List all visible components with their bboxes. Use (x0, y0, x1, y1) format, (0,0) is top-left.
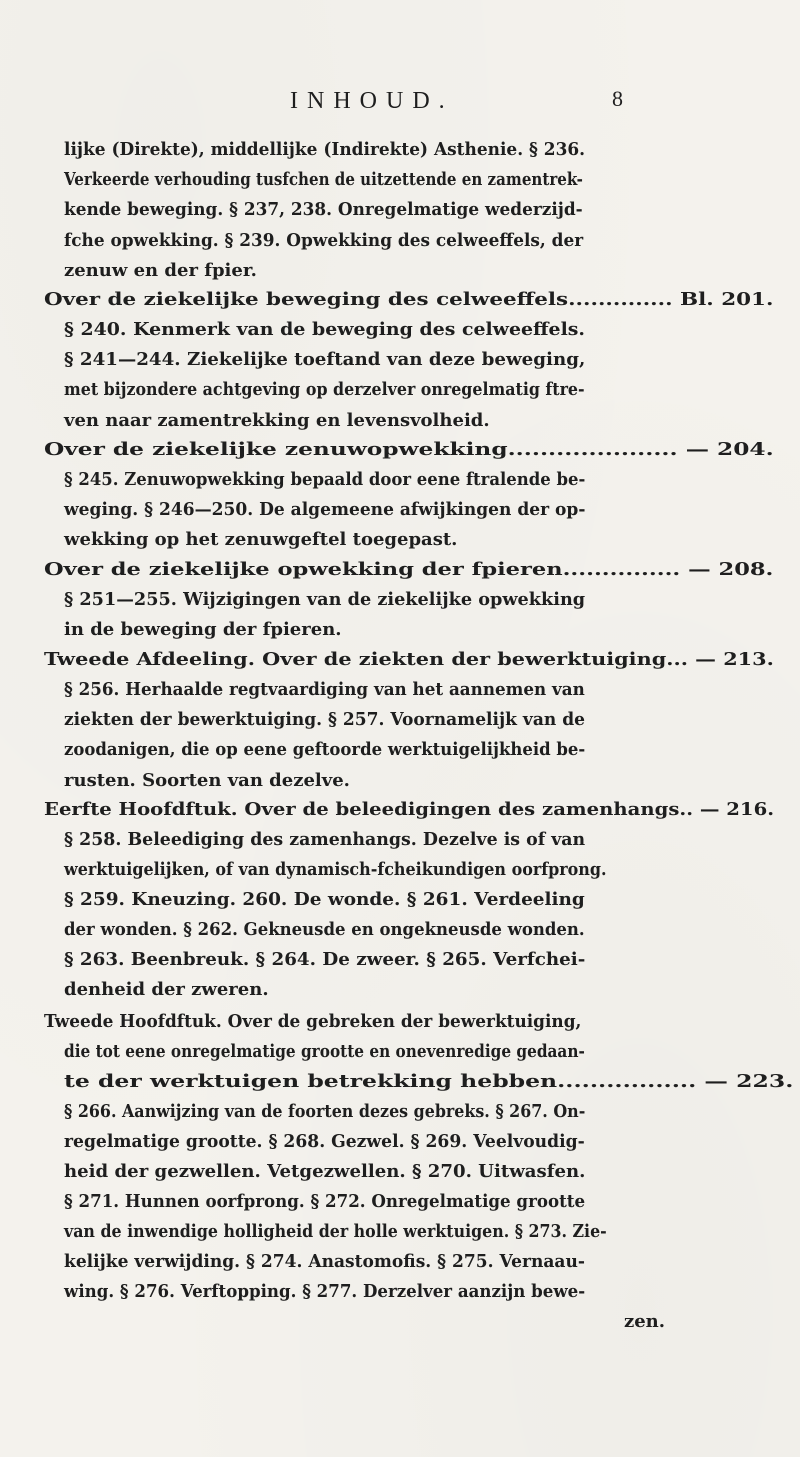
toc-line: Over de ziekelijke beweging des celweeffels.............. Bl. 201. (44, 289, 774, 310)
toc-line: zenuw en der fpier. (64, 260, 257, 281)
toc-line: heid der gezwellen. Vetgezwellen. § 270. Uitwasfen. (64, 1161, 586, 1182)
toc-line: der wonden. § 262. Gekneusde en ongekneusde wonden. (64, 919, 585, 940)
toc-line: wekking op het zenuwgeftel toegepast. (64, 529, 458, 550)
toc-line: Over de ziekelijke zenuwopwekking..................... — 204. (44, 439, 774, 460)
toc-line: in de beweging der fpieren. (64, 619, 342, 640)
page-header (0, 88, 800, 128)
toc-line: § 271. Hunnen oorfprong. § 272. Onregelmatige grootte (64, 1191, 586, 1212)
toc-line: die tot eene onregelmatige grootte en onevenredige gedaan- (64, 1041, 585, 1062)
toc-line: § 256. Herhaalde regtvaardiging van het aannemen van (64, 679, 585, 700)
toc-line: zen. (624, 1311, 666, 1332)
toc-line: § 241—244. Ziekelijke toeftand van deze beweging, (64, 349, 586, 370)
toc-line: § 240. Kenmerk van de beweging des celweeffels. (64, 319, 585, 340)
toc-line: weging. § 246—250. De algemeene afwijkingen der op- (64, 499, 586, 520)
toc-line: fche opwekking. § 239. Opwekking des celweeffels, der (64, 230, 584, 251)
toc-line: werktuigelijken, of van dynamisch-fcheikundigen oorfprong. (64, 859, 607, 880)
running-title: INHOUD. (290, 88, 454, 114)
toc-line: Over de ziekelijke opwekking der fpieren............... — 208. (44, 559, 774, 580)
toc-line: § 258. Beleediging des zamenhangs. Dezelve is of van (64, 829, 586, 850)
toc-line: kelijke verwijding. § 274. Anastomofis. § 275. Vernaau- (64, 1251, 585, 1272)
toc-line: van de inwendige holligheid der holle werktuigen. § 273. Zie- (64, 1221, 607, 1242)
toc-line: zoodanigen, die op eene geftoorde werktuigelijkheid be- (64, 739, 586, 760)
toc-line: § 245. Zenuwopwekking bepaald door eene ftralende be- (64, 469, 586, 490)
toc-line: wing. § 276. Verftopping. § 277. Derzelver aanzijn bewe- (64, 1281, 586, 1302)
toc-line: Eerfte Hoofdftuk. Over de beleedigingen des zamenhangs.. — 216. (44, 799, 775, 820)
toc-line: met bijzondere achtgeving op derzelver onregelmatig ftre- (64, 379, 585, 400)
page-number: 8 (612, 86, 623, 111)
toc-line: Verkeerde verhouding tusfchen de uitzettende en zamentrek- (64, 169, 583, 190)
toc-line: § 259. Kneuzing. 260. De wonde. § 261. Verdeeling (64, 889, 585, 910)
toc-line: § 251—255. Wijzigingen van de ziekelijke opwekking (64, 589, 586, 610)
toc-line: te der werktuigen betrekking hebben................. — 223. (64, 1071, 794, 1092)
toc-line: ven naar zamentrekking en levensvolheid. (64, 410, 490, 431)
toc-line: Tweede Afdeeling. Over de ziekten der bewerktuiging... — 213. (44, 649, 774, 670)
toc-line: § 263. Beenbreuk. § 264. De zweer. § 265. Verfchei- (64, 949, 586, 970)
toc-line: regelmatige grootte. § 268. Gezwel. § 269. Veelvoudig- (64, 1131, 585, 1152)
toc-line: kende beweging. § 237, 238. Onregelmatige wederzijd- (64, 199, 583, 220)
toc-line: Tweede Hoofdftuk. Over de gebreken der bewerktuiging, (44, 1011, 582, 1032)
toc-line: ziekten der bewerktuiging. § 257. Voornamelijk van de (64, 709, 585, 730)
toc-line: lijke (Direkte), middellijke (Indirekte) Asthenie. § 236. (64, 139, 586, 160)
toc-line: rusten. Soorten van dezelve. (64, 770, 350, 791)
toc-line: § 266. Aanwijzing van de foorten dezes gebreks. § 267. On- (64, 1101, 586, 1122)
toc-line: denheid der zweren. (64, 979, 269, 1000)
